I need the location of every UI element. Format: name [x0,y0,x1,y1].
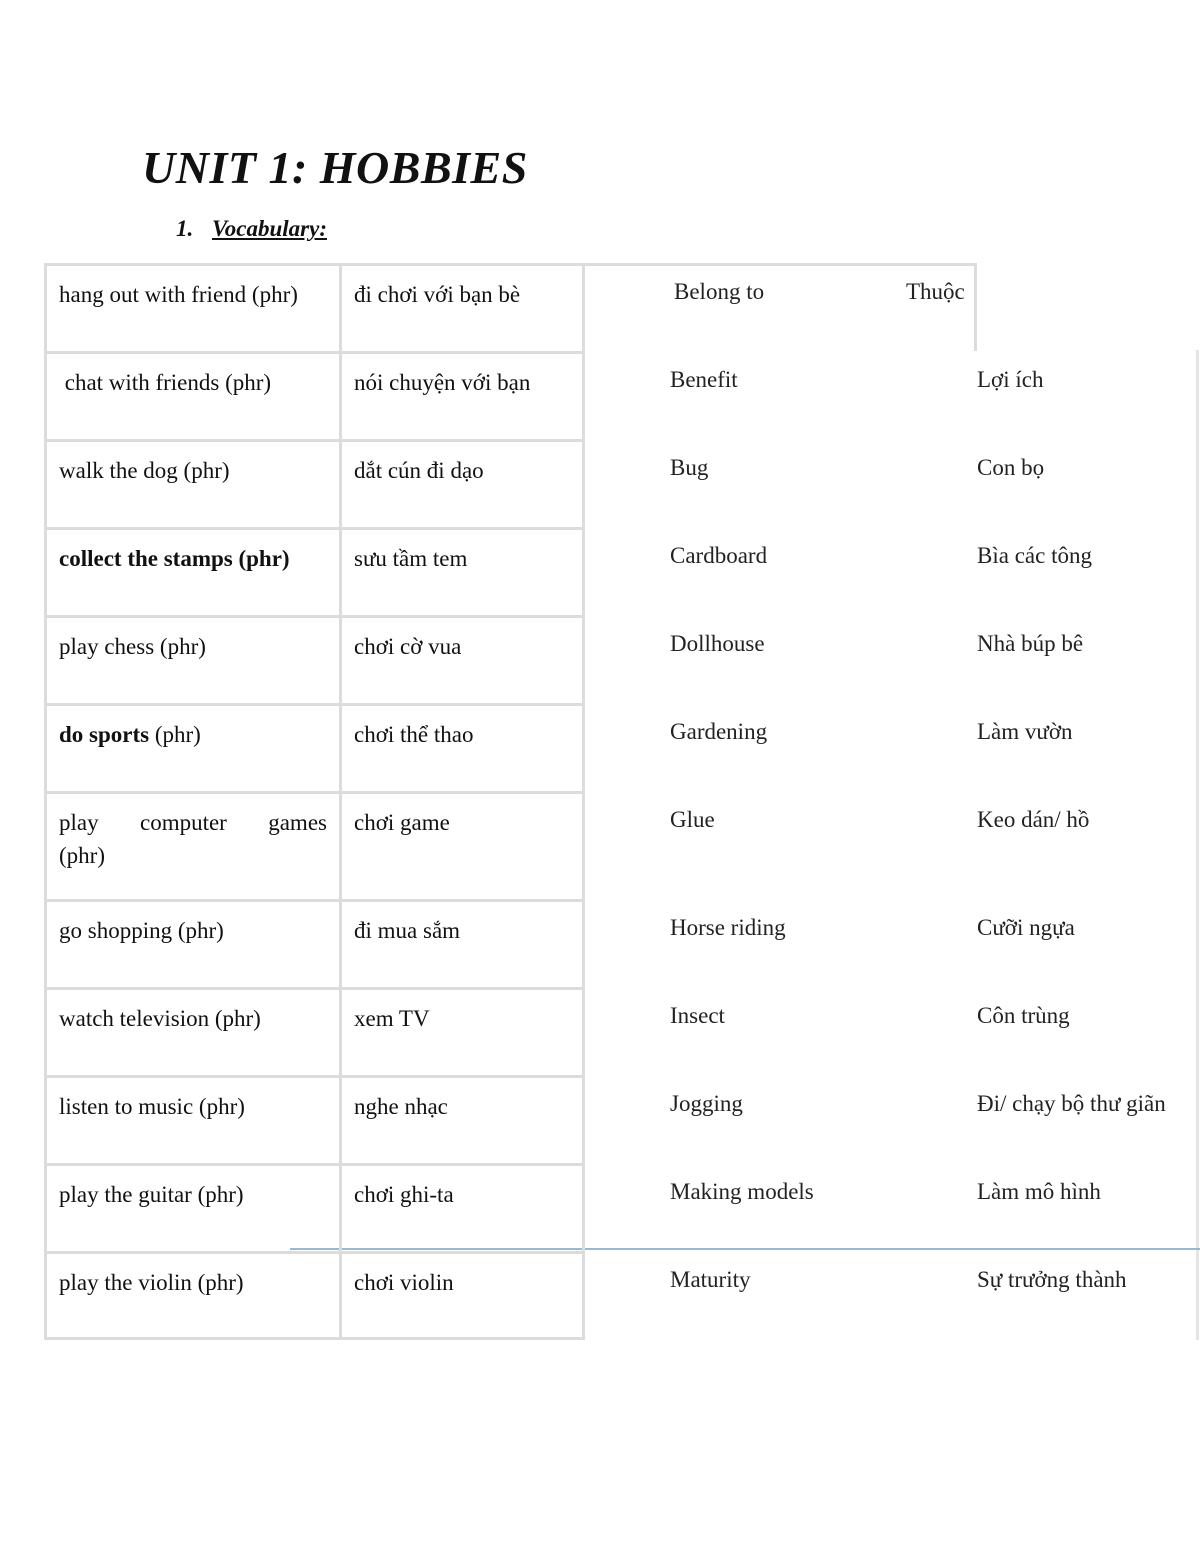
vocab-word: Belong to [674,279,765,304]
vocab-meaning: Thuộc [906,279,965,304]
vietnamese-meaning: nói chuyện với bạn [339,351,585,439]
vocab-word: Insect [670,1003,725,1028]
table-row [0,263,1200,351]
vocab-word: Benefit [670,367,738,392]
page-title: UNIT 1: HOBBIES [142,142,528,193]
vietnamese-meaning: dắt cún đi dạo [339,439,585,527]
table-row [0,439,1200,527]
table-row [0,527,1200,615]
english-phrase-line [59,806,327,839]
vietnamese-meaning: chơi cờ vua [339,615,585,703]
section-label: Vocabulary: [212,216,327,241]
section-number: 1. [176,216,194,241]
vocab-word: Horse riding [670,915,786,940]
table-row [0,899,1200,987]
vocab-word: Bug [670,455,709,480]
english-word: games [268,810,327,835]
vietnamese-meaning: đi chơi với bạn bè [339,263,585,351]
english-word: play [59,810,99,835]
vocab-word: Jogging [670,1091,743,1116]
english-phrase: play chess (phr) [44,615,339,703]
english-phrase: listen to music (phr) [44,1075,339,1163]
english-phrase: go shopping (phr) [44,899,339,987]
vocab-word: Cardboard [670,543,768,568]
english-phrase: play the violin (phr) [44,1251,339,1339]
english-phrase-bold: do sports [59,722,150,747]
english-phrase: chat with friends (phr) [44,351,339,439]
vocab-meaning: Côn trùng [977,1003,1070,1028]
english-phrase: hang out with friend (phr) [44,263,339,351]
english-phrase-suffix: (phr) [149,722,201,747]
table-row [0,351,1200,439]
english-phrase-line: (phr) [59,843,105,868]
vocab-meaning: Sự trưởng thành [977,1267,1127,1292]
english-phrase: play the guitar (phr) [44,1163,339,1251]
vocab-word: Glue [670,807,715,832]
vocab-meaning: Lợi ích [977,367,1044,392]
vocab-meaning: Bìa các tông [977,543,1092,568]
vocab-meaning: Đi/ chạy bộ thư giãn [977,1091,1166,1116]
vocab-word: Maturity [670,1267,751,1292]
vietnamese-meaning: sưu tầm tem [339,527,585,615]
vocab-meaning: Keo dán/ hồ [977,807,1090,832]
vietnamese-meaning: chơi thể thao [339,703,585,791]
vietnamese-meaning: nghe nhạc [339,1075,585,1163]
table-row [0,615,1200,703]
vocab-meaning: Làm mô hình [977,1179,1101,1204]
table-row [0,703,1200,791]
vocab-meaning: Con bọ [977,455,1045,480]
vocab-meaning: Nhà búp bê [977,631,1084,656]
english-word: computer [139,810,227,835]
vietnamese-meaning: chơi ghi-ta [339,1163,585,1251]
table-row [0,987,1200,1075]
table-row [0,1251,1200,1339]
english-phrase [44,703,339,791]
vietnamese-meaning: chơi game [339,791,585,899]
vocab-word: Making models [670,1179,814,1204]
vietnamese-meaning: chơi violin [339,1251,585,1339]
table-bottom-border [44,1337,585,1340]
table-row [0,1163,1200,1251]
english-phrase: collect the stamps (phr) [44,527,339,615]
english-phrase: walk the dog (phr) [44,439,339,527]
vocab-meaning: Cưỡi ngựa [977,915,1075,940]
vietnamese-meaning: xem TV [339,987,585,1075]
table-row [0,791,1200,899]
vocab-word: Dollhouse [670,631,765,656]
vocab-word: Gardening [670,719,768,744]
vietnamese-meaning: đi mua sắm [339,899,585,987]
table-row [0,1075,1200,1163]
english-phrase: watch television (phr) [44,987,339,1075]
english-phrase [44,791,339,899]
vocab-meaning: Làm vườn [977,719,1073,744]
